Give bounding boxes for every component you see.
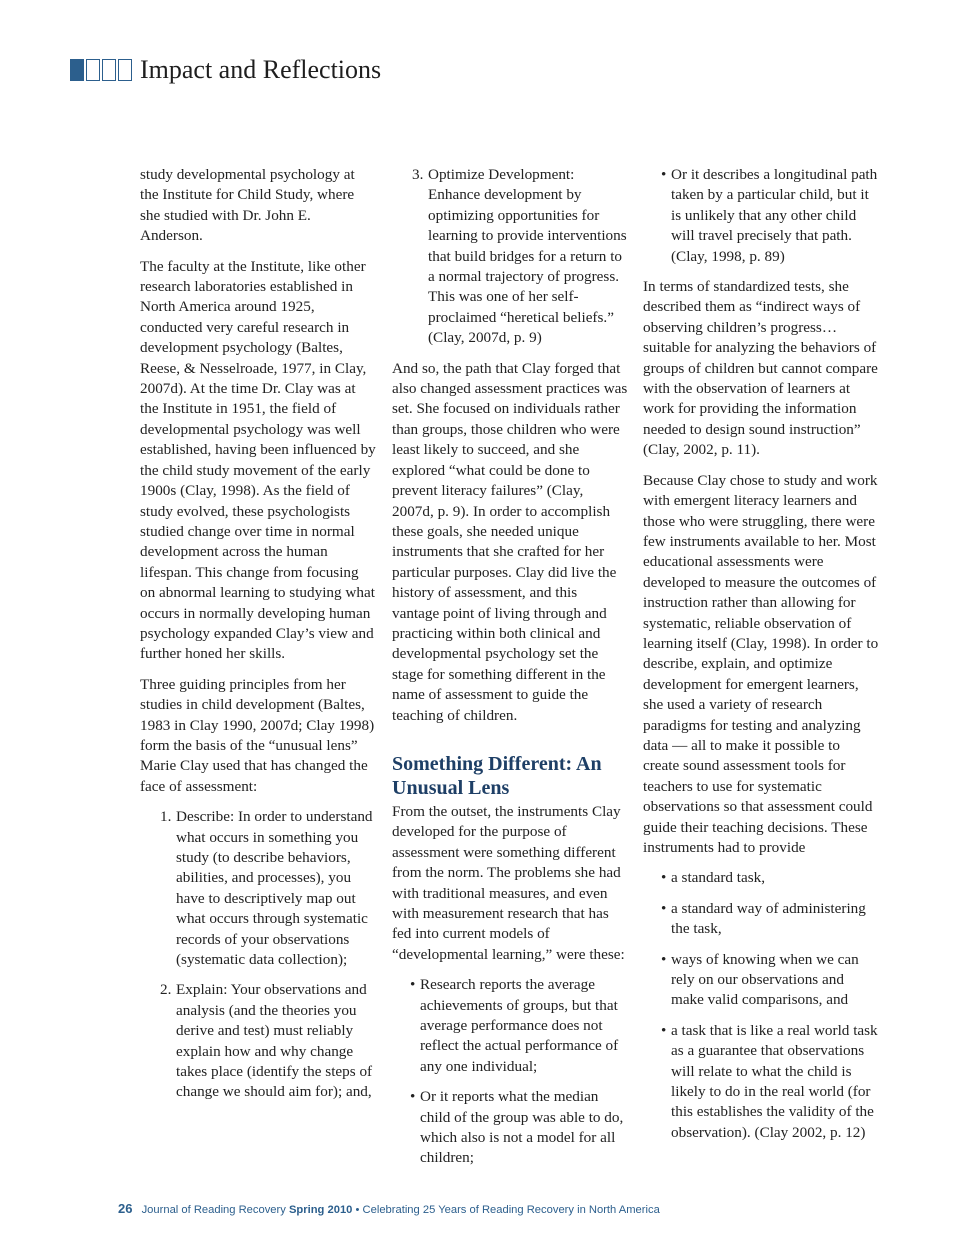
item-text: a standard way of administering the task,: [671, 899, 866, 938]
page-number: 26: [118, 1201, 133, 1216]
journal-name: Journal of Reading Recovery: [141, 1204, 286, 1216]
item-number: 3.: [412, 166, 424, 183]
paragraph: study developmental psychology at the Institute for Child Study, where she studied with Dr. John E. Anderson.: [140, 166, 355, 245]
problems-list-continued: [643, 165, 879, 267]
column-3: [643, 165, 879, 1153]
page-header: [70, 55, 381, 85]
list-item: [140, 807, 376, 970]
item-text: a standard task,: [671, 869, 766, 887]
list-item: [643, 899, 879, 940]
column-1: [140, 165, 376, 1113]
list-item: [643, 868, 879, 888]
item-text: Explain: Your observations and analysis (and the theories you derive and test) must reliably explain how and why change takes place (identify the steps of change we should aim for); and,: [176, 981, 373, 1101]
paragraph: Three guiding principles from her studies in child development (Baltes, 1983 in Clay 1990, 2007d; Clay 1998) form the basis of the “unusual lens” Marie Clay used that has changed the face of assessment:: [140, 675, 375, 795]
bullet-icon: •: [661, 899, 667, 917]
item-text: Describe: In order to understand what occurs in something you study (to describe behaviors, abilities, and processes), you have to descriptively map out what occurs through systematic records of your observations (systematic data collection);: [176, 808, 373, 969]
bullet-icon: •: [661, 869, 667, 887]
list-item: [643, 165, 879, 267]
paragraph: Because Clay chose to study and work with emergent literacy learners and those who were struggling, there were few instruments available to her. Most educational assessments were developed to measure the outcomes of instruction rather than allowing for systematic, reliable observation of learning itself (Clay, 1998). In order to describe, explain, and optimize development for emergent learners, she used a variety of research paradigms for testing and analyzing data — all to make it possible to create sound assessment tools for teachers to use for systematic observations so that assessment could guide their teaching decisions. These instruments had to provide: [643, 471, 879, 856]
list-item: [643, 1021, 879, 1143]
footer-separator: •: [355, 1204, 360, 1216]
list-item: [643, 950, 879, 1011]
paragraph: In terms of standardized tests, she described them as “indirect ways of observing children’s progress…suitable for analyzing the behaviors of groups of children but cannot compare with the observation of learners at work for providing the information needed to design sound instruction” (Clay, 2002, p. 11).: [643, 278, 878, 459]
header-square-icon: [102, 59, 116, 81]
paragraph: From the outset, the instruments Clay developed for the purpose of assessment were something different from the norm. The problems she had with traditional measures, and even with measurement research that has fed into current models of “developmental learning,” were these:: [392, 802, 625, 963]
item-number: 2.: [160, 981, 172, 999]
section-title: Impact and Reflections: [140, 55, 382, 84]
bullet-icon: •: [410, 976, 416, 994]
bullet-icon: •: [410, 1088, 416, 1106]
issue-label: Spring 2010: [288, 1204, 353, 1216]
footer-tagline: Celebrating 25 Years of Reading Recovery in North America: [362, 1204, 660, 1216]
paragraph: And so, the path that Clay forged that also changed assessment practices was set. She focused on individuals rather than groups, those children who were least likely to succeed, and she explored “what could be done to prevent literacy failures” (Clay, 2007d, p. 9). In order to accomplish these goals, she needed unique instruments that she crafted for her particular purposes. Clay did live the history of assessment, and this vantage point of living through and practicing within both clinical and developmental psychology set the stage for something different in the name of assessment to guide the teaching of children.: [392, 359, 628, 724]
list-item: [392, 165, 628, 349]
item-text: Optimize Development: Enhance development by optimizing opportunities for learning to provide interventions that build bridges for a return to a normal trajectory of progress. This was one of her self-proclaimed “heretical beliefs.” (Clay, 2007d, p. 9): [428, 166, 627, 347]
item-text: Or it describes a longitudinal path taken by a particular child, but it is unlikely that any other child will travel precisely that path. (Clay, 1998, p. 89): [671, 166, 878, 265]
column-2: [392, 165, 628, 1179]
item-text: a task that is like a real world task as a guarantee that observations will relate to what the child is likely to do in the real world (for this establishes the validity of the observation). (Clay 2002, p. 12): [671, 1021, 878, 1141]
item-text: Or it reports what the median child of the group was able to do, which also is not a model for all children;: [420, 1088, 624, 1167]
header-square-icon: [70, 59, 84, 81]
principles-list: [140, 807, 376, 1103]
item-text: ways of knowing when we can rely on our observations and make valid comparisons, and: [671, 950, 859, 1009]
header-square-icon: [118, 59, 132, 81]
header-square-icon: [86, 59, 100, 81]
list-item: [392, 1087, 628, 1169]
list-item: [392, 975, 628, 1077]
requirements-list: [643, 868, 879, 1143]
paragraph: The faculty at the Institute, like other research laboratories established in North America around 1925, conducted very careful research in development psychology (Baltes, Reese, & Nesselroade, 1977, in Clay, 2007d). At the time Dr. Clay was at the Institute in 1951, the field of developmental psychology was well established, having been influenced by the child study movement of the early 1900s (Clay, 1998). As the field of study evolved, these psychologists studied change over time in normal development across the human lifespan. This change from focusing on abnormal learning to studying what occurs in normally developing human psychology expanded Clay’s view and further honed her skills.: [140, 257, 376, 663]
item-number: 1.: [160, 808, 172, 826]
principles-list-continued: [392, 165, 628, 349]
section-subheading: Something Different: An Unusual Lens: [392, 752, 602, 799]
bullet-icon: •: [661, 1021, 667, 1039]
problems-list: [392, 975, 628, 1169]
list-item: [140, 980, 376, 1102]
item-text: Research reports the average achievements of groups, but that average performance does not reflect the actual performance of any one individual;: [420, 976, 619, 1075]
bullet-icon: •: [661, 950, 667, 968]
bullet-icon: •: [661, 166, 667, 183]
page-footer: [118, 1201, 660, 1216]
